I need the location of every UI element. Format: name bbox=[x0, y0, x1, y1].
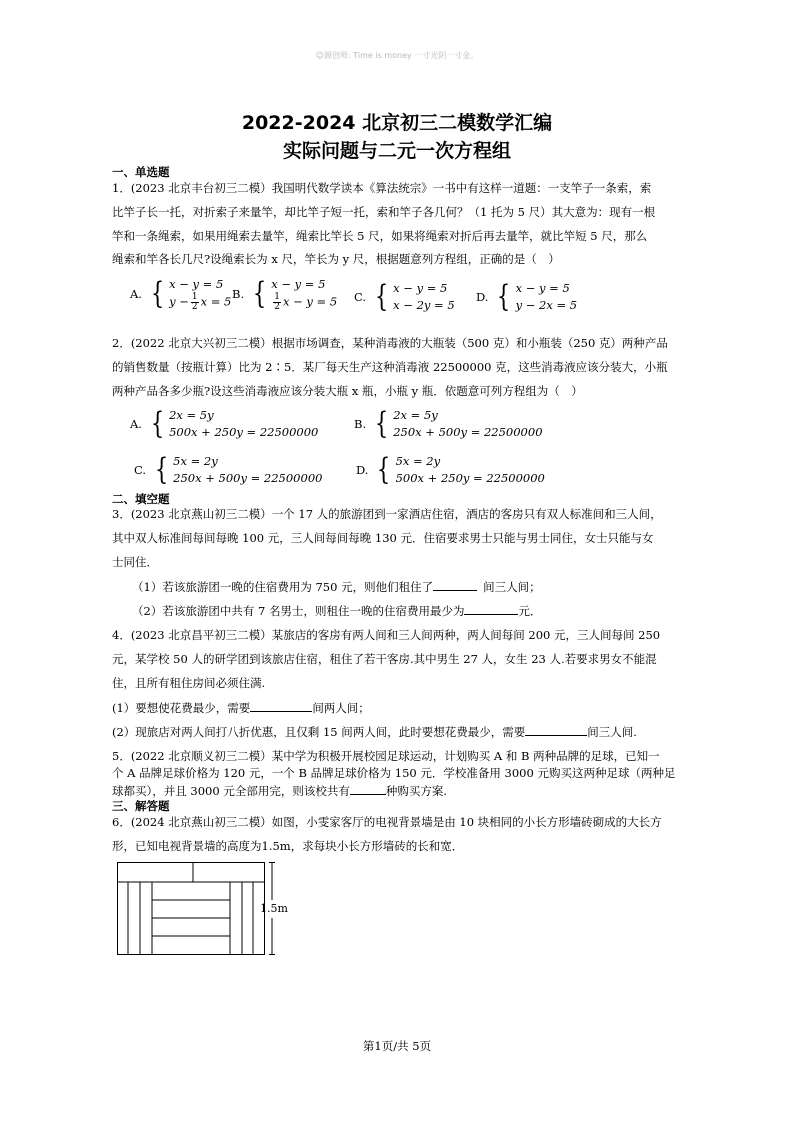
q3-line-2: 其中双人标准间每间每晚 100 元，三人间每间每晚 130 元．住宿要求男士只能与男士同住，女士只能与女 bbox=[112, 531, 654, 545]
option-label: C. bbox=[354, 290, 367, 304]
equation: 250x + 500y = 22500000 bbox=[173, 471, 323, 485]
q2-option-a[interactable] bbox=[130, 407, 318, 441]
equation: 5x = 2y bbox=[173, 454, 218, 468]
answer-blank[interactable] bbox=[350, 782, 386, 795]
brace-icon: { bbox=[497, 279, 511, 314]
equation: 500x + 250y = 22500000 bbox=[169, 425, 319, 439]
answer-blank[interactable] bbox=[464, 602, 518, 615]
equation: 2x = 5y bbox=[393, 408, 438, 422]
q4-line-2: 元，某学校 50 人的研学团到该旅店住宿，租住了若干客房.其中男生 27 人，女生 23 人.若要求男女不能混 bbox=[112, 652, 657, 666]
answer-blank[interactable] bbox=[525, 723, 587, 736]
answer-blank[interactable] bbox=[250, 699, 312, 712]
document-title: 2022-2024 北京初三二模数学汇编 bbox=[241, 112, 553, 134]
equation: 5x = 2y bbox=[395, 454, 441, 468]
equation: y − 2x = 5 bbox=[515, 298, 578, 312]
q5-line-2: 个 A 品牌足球价格为 120 元，一个 B 品牌足球价格为 150 元．学校准备用 3000 元购买这两种足球（两种足 bbox=[112, 766, 676, 780]
section-heading-answer: 三、解答题 bbox=[112, 799, 170, 813]
watermark: ☺源创师: Time is money 一寸光阴一寸金。 bbox=[315, 51, 479, 60]
equation: x − y = 5 bbox=[271, 277, 326, 291]
q2-line-2: 的销售数量（按瓶计算）比为 2∶5．某厂每天生产这种消毒液 22500000 克，这些消毒液应该分装大，小瓶 bbox=[112, 360, 668, 374]
brace-icon: { bbox=[154, 452, 169, 487]
q5-line-3: 球都买），并且 3000 元全部用完，则该校共有 种购买方案. bbox=[112, 784, 447, 798]
q3-part-2: （2）若该旅游团中共有 7 名男士，则租住一晚的住宿费用最少为 元． bbox=[132, 604, 542, 618]
brace-icon: { bbox=[150, 406, 165, 441]
equation: x − y = 5 bbox=[169, 277, 224, 291]
option-label: B. bbox=[232, 287, 245, 301]
q6-line-1: 6．(2024 北京燕山初三二模）如图，小雯家客厅的电视背景墙是由 10 块相同的小长方形墙砖砌成的大长方 bbox=[112, 815, 662, 829]
q5-line-1: 5．(2022 北京顺义初三二模）某中学为积极开展校园足球运动，计划购买 A 和 B 两种品牌的足球，已知一 bbox=[112, 749, 660, 763]
equation: x − y = 5 bbox=[515, 281, 570, 295]
option-label: C. bbox=[134, 463, 147, 477]
q4-line-3: 住，且所有租住房间必须住满. bbox=[112, 676, 266, 690]
equation: 250x + 500y = 22500000 bbox=[393, 425, 543, 439]
q1-line-3: 竿和一条绳索，如果用绳索去量竿，绳索比竿长 5 尺，如果将绳索对折后再去量竿，就比竿短 5 尺，那么 bbox=[112, 229, 648, 243]
q2-option-b[interactable] bbox=[354, 407, 543, 441]
q1-line-2: 比竿子长一托，对折索子来量竿，却比竿子短一托，索和竿子各几何？（1 托为 5 尺）其大意为：现有一根 bbox=[112, 205, 656, 219]
option-label: A. bbox=[130, 417, 142, 431]
q2-option-d[interactable] bbox=[356, 453, 545, 487]
equation: 2x = 5y bbox=[169, 408, 214, 422]
option-label: D. bbox=[356, 463, 369, 477]
option-label: A. bbox=[130, 287, 142, 301]
q1-option-b[interactable] bbox=[232, 276, 337, 312]
q4-part-2: (2）现旅店对两人间打八折优惠，且仅剩 15 间两人间，此时要想花费最少，需要 间三人间. bbox=[112, 725, 637, 739]
option-label: B. bbox=[354, 417, 367, 431]
q4-part-1: (1）要想使花费最少，需要 间两人间； bbox=[112, 701, 370, 715]
q3-line-1: 3．(2023 北京燕山初三二模）一个 17 人的旅游团到一家酒店住宿，酒店的客房只有双人标准间和三人间， bbox=[112, 507, 662, 521]
q1-line-4: 绳索和竿各长几尺?设绳索长为 x 尺，竿长为 y 尺，根据题意列方程组，正确的是（ ） bbox=[112, 252, 560, 266]
section-heading-fill-in: 二、填空题 bbox=[112, 492, 170, 506]
height-label: 1.5m bbox=[260, 902, 288, 915]
answer-blank[interactable] bbox=[433, 578, 477, 591]
q2-line-1: 2．(2022 北京大兴初三二模）根据市场调查，某种消毒液的大瓶装（500 克）和小瓶装（250 克）两种产品 bbox=[112, 336, 668, 350]
fraction: $\frac{1}{2}$ bbox=[191, 292, 198, 312]
brace-icon: { bbox=[377, 452, 391, 487]
brace-icon: { bbox=[150, 276, 165, 311]
option-label: D. bbox=[476, 290, 489, 304]
page-footer: 第1页/共 5页 bbox=[362, 1039, 432, 1053]
tv-wall-figure bbox=[117, 862, 288, 955]
document-subtitle: 实际问题与二元一次方程组 bbox=[282, 140, 511, 162]
q3-part-1: （1）若该旅游团一晚的住宿费用为 750 元，则他们租住了 间三人间； bbox=[132, 580, 541, 594]
fraction: $\frac{1}{2}$ bbox=[274, 292, 280, 312]
section-heading-single-choice: 一、单选题 bbox=[112, 165, 170, 179]
q1-option-a[interactable] bbox=[130, 276, 231, 312]
q1-option-d[interactable] bbox=[476, 280, 577, 314]
q1-option-c[interactable] bbox=[354, 280, 455, 314]
q1-line-1: 1．(2023 北京丰台初三二模）我国明代数学读本《算法统宗》一书中有这样一道题：一支竿子一条索，索 bbox=[112, 181, 652, 195]
q4-line-1: 4．(2023 北京昌平初三二模）某旅店的客房有两人间和三人间两种，两人间每间 200 元，三人间每间 250 bbox=[112, 628, 661, 642]
equation: x − y = 5 bbox=[393, 281, 448, 295]
equation: x − 2y = 5 bbox=[393, 298, 455, 312]
equation: 500x + 250y = 22500000 bbox=[395, 471, 545, 485]
q2-option-c[interactable] bbox=[134, 453, 322, 487]
q3-line-3: 士同住． bbox=[112, 555, 158, 569]
brace-icon: { bbox=[374, 406, 389, 441]
brace-icon: { bbox=[374, 279, 389, 314]
equation: y − $\frac{1}{2}$ x = 5 bbox=[169, 292, 232, 312]
q6-line-2: 形，已知电视背景墙的高度为1.5m，求每块小长方形墙砖的长和宽． bbox=[112, 839, 464, 853]
brace-icon: { bbox=[252, 276, 267, 311]
equation: $\frac{1}{2}$ x − y = 5 bbox=[274, 292, 338, 312]
q2-line-3: 两种产品各多少瓶?设这些消毒液应该分装大瓶 x 瓶，小瓶 y 瓶．依题意可列方程组为（ ） bbox=[112, 384, 583, 398]
